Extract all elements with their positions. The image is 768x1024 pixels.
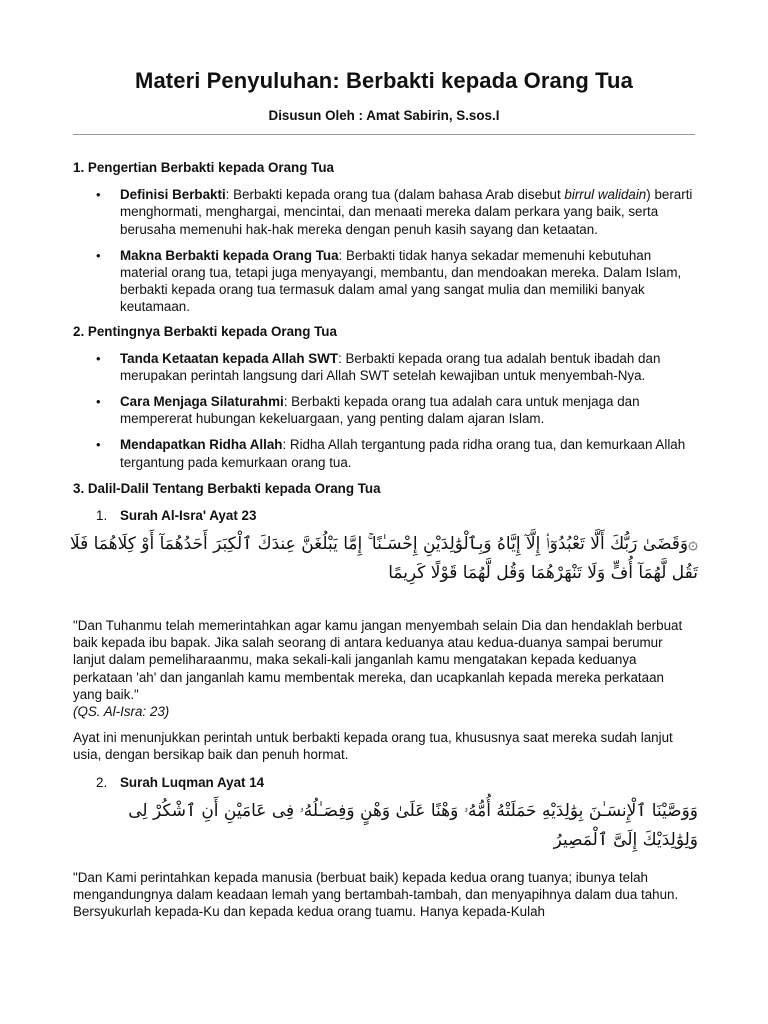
dalil-2-number: 2.	[96, 774, 108, 790]
translation-luqman: "Dan Kami perintahkan kepada manusia (berbuat baik) kepada kedua orang tuanya; ibunya telah mengandungnya dalam keadaan lemah yang bertambah-tambah, dan menyapihnya dalam dua tahun. Bersyukurlah kepada-Ku dan kepada kedua orang tuamu. Hanya kepada-Kulah	[73, 869, 679, 920]
document-content	[69, 66, 698, 920]
definition-text-b: ) berarti menghormati, menghargai, mencintai, dan menaati mereka dalam perkara yang baik, serta berusaha memenuhi hak-hak mereka dengan penuh kasih sayang dan ketaatan.	[120, 187, 693, 237]
list-item	[73, 436, 695, 470]
explanation-al-isra: Ayat ini menunjukkan perintah untuk berbakti kepada orang tua, khususnya saat mereka sudah lanjut usia, dengan bersikap baik dan penuh hormat.	[73, 730, 673, 763]
definition-text-a: : Berbakti kepada orang tua (dalam bahasa Arab disebut	[225, 187, 565, 203]
page-title: Materi Penyuluhan: Berbakti kepada Orang Tua	[135, 68, 633, 93]
term-silaturahmi: Cara Menjaga Silaturahmi	[120, 394, 284, 410]
makna-text: : Berbakti tidak hanya sekadar memenuhi kebutuhan material orang tua, tetapi juga menyayangi, membantu, dan mendoakan mereka. Dalam Islam, berbakti kepada orang tua termasuk dalam amal yang sangat mulia dan memiliki banyak keutamaan.	[120, 247, 682, 315]
translation-al-isra	[73, 617, 695, 720]
list-item	[73, 393, 695, 427]
section-1-heading: 1. Pengertian Berbakti kepada Orang Tua	[73, 160, 334, 176]
arabic-verse-luqman: وَوَصَّيْنَا ٱلْإِنسَـٰنَ بِوَٰلِدَيْهِ حَمَلَتْهُ أُمُّهُۥ وَهْنًا عَلَىٰ وَهْنٍ وَفِصَـٰلُهُۥ فِى عَامَيْنِ أَنِ ٱشْكُرْ لِى وَلِوَٰلِدَيْكَ إِلَىَّ ٱلْمَصِيرُ	[128, 800, 698, 850]
translation-al-isra-text: "Dan Tuhanmu telah memerintahkan agar kamu jangan menyembah selain Dia dan hendaklah berbuat baik kepada ibu bapak. Jika salah seorang di antara keduanya atau kedua-duanya sampai berumur lanjut dalam pemeliharaanmu, maka sekali-kali janganlah kamu mengatakan kepada keduanya perkataan 'ah' dan janganlah kamu membentak mereka, dan ucapkanlah kepada mereka perkataan yang baik."	[73, 618, 683, 702]
list-item	[73, 186, 695, 238]
list-item	[73, 247, 695, 316]
arabic-verse-al-isra: ۞وَقَضَىٰ رَبُّكَ أَلَّا تَعْبُدُوٓا۟ إِلَّآ إِيَّاهُ وَبِٱلْوَٰلِدَيْنِ إِحْسَـٰنًا ۚ إِمَّا يَبْلُغَنَّ عِندَكَ ٱلْكِبَرَ أَحَدُهُمَآ أَوْ كِلَاهُمَا فَلَا تَقُل لَّهُمَآ أُفٍّ وَلَا تَنْهَرْهُمَا وَقُل لَّهُمَا قَوْلًا كَرِيمًا	[69, 534, 698, 584]
term-ketaatan: Tanda Ketaatan kepada Allah SWT	[120, 350, 339, 366]
list-item	[73, 350, 695, 384]
term-makna: Makna Berbakti kepada Orang Tua	[120, 247, 339, 263]
dalil-1-title	[73, 507, 695, 524]
section-3-heading: 3. Dalil-Dalil Tentang Berbakti kepada Orang Tua	[73, 480, 381, 496]
term-ridha: Mendapatkan Ridha Allah	[120, 437, 283, 453]
dalil-2-title	[73, 774, 695, 791]
section-1-list	[73, 186, 695, 315]
section-2-list	[73, 350, 695, 471]
title-divider	[73, 134, 695, 135]
section-2-heading: 2. Pentingnya Berbakti kepada Orang Tua	[73, 323, 337, 339]
silaturahmi-text: : Berbakti kepada orang tua adalah cara untuk menjaga dan mempererat hubungan kekeluargaan, yang penting dalam ajaran Islam.	[120, 394, 640, 427]
term-definisi: Definisi Berbakti	[120, 187, 226, 203]
birrul-walidain-term: birrul walidain	[564, 187, 647, 203]
ketaatan-text: : Berbakti kepada orang tua adalah bentuk ibadah dan merupakan perintah langsung dari Allah SWT setelah kewajiban untuk menyembah-Nya.	[120, 350, 661, 383]
dalil-2-title-text: Surah Luqman Ayat 14	[120, 774, 265, 790]
author-line: Disusun Oleh : Amat Sabirin, S.sos.I	[268, 108, 500, 123]
dalil-1-title-text: Surah Al-Isra' Ayat 23	[120, 507, 257, 523]
dalil-1-number: 1.	[96, 507, 108, 523]
citation-al-isra: (QS. Al-Isra: 23)	[73, 704, 170, 720]
ridha-text: : Ridha Allah tergantung pada ridha orang tua, dan kemurkaan Allah tergantung pada kemurkaan orang tua.	[120, 437, 686, 470]
